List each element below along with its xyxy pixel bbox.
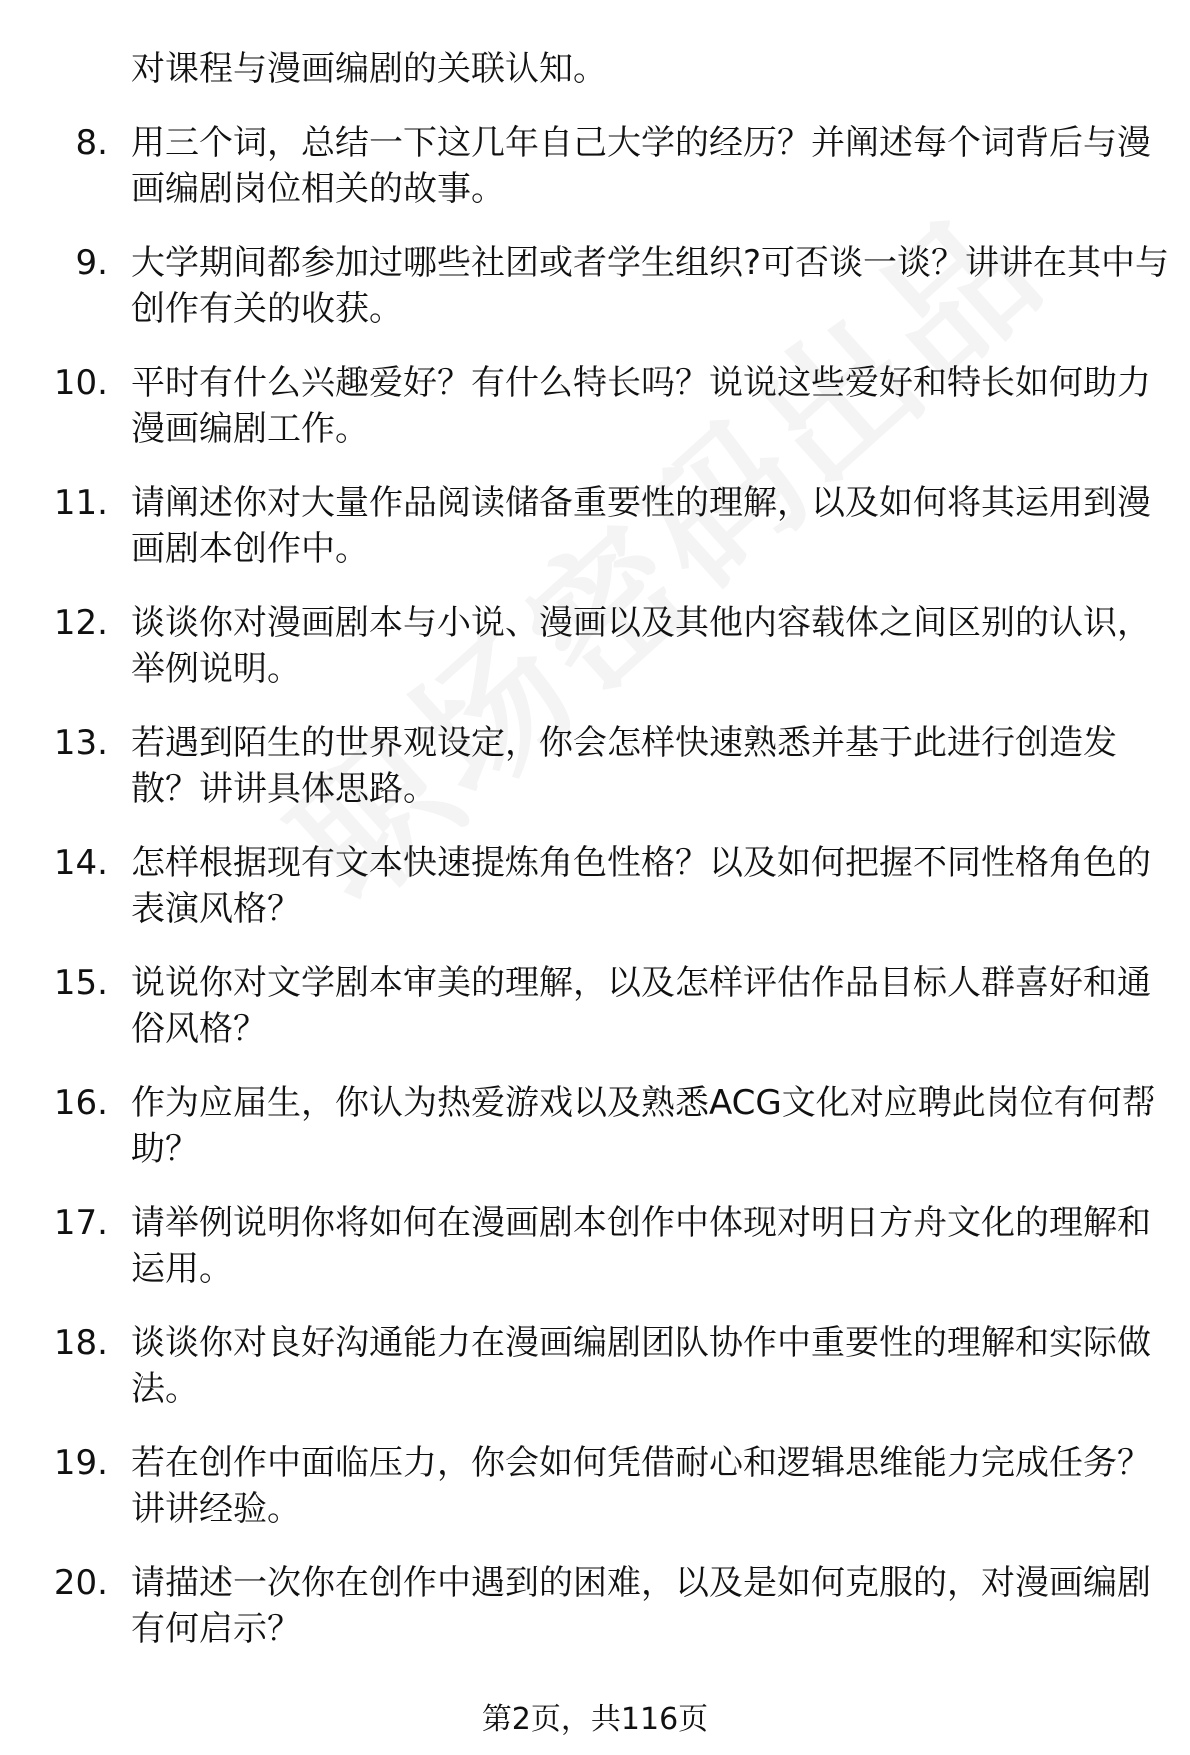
question-text: 若遇到陌生的世界观设定，你会怎样快速熟悉并基于此进行创造发散？讲讲具体思路。 <box>131 723 1117 809</box>
question-item <box>0 1200 1190 1296</box>
question-item <box>0 360 1190 456</box>
question-number: 11. <box>53 483 108 523</box>
question-number: 16. <box>53 1083 108 1123</box>
question-text: 作为应届生，你认为热爱游戏以及熟悉ACG文化对应聘此岗位有何帮助？ <box>131 1083 1156 1169</box>
continued-text: 对课程与漫画编剧的关联认知。 <box>131 49 607 89</box>
question-item <box>0 1560 1190 1656</box>
question-item <box>0 600 1190 696</box>
question-text: 请阐述你对大量作品阅读储备重要性的理解，以及如何将其运用到漫画剧本创作中。 <box>131 483 1151 569</box>
question-text: 说说你对文学剧本审美的理解，以及怎样评估作品目标人群喜好和通俗风格？ <box>131 963 1151 1049</box>
question-number: 20. <box>53 1563 108 1603</box>
question-number: 9. <box>75 243 108 283</box>
question-text: 请描述一次你在创作中遇到的困难，以及是如何克服的，对漫画编剧有何启示？ <box>131 1563 1151 1649</box>
question-text: 平时有什么兴趣爱好？有什么特长吗？说说这些爱好和特长如何助力漫画编剧工作。 <box>131 363 1151 449</box>
question-item <box>0 120 1190 216</box>
question-item <box>0 1440 1190 1536</box>
question-number: 14. <box>53 843 108 883</box>
question-number: 15. <box>53 963 108 1003</box>
question-number: 10. <box>53 363 108 403</box>
question-text: 怎样根据现有文本快速提炼角色性格？以及如何把握不同性格角色的表演风格？ <box>131 843 1151 929</box>
question-text: 请举例说明你将如何在漫画剧本创作中体现对明日方舟文化的理解和运用。 <box>131 1203 1151 1289</box>
question-item <box>0 1080 1190 1176</box>
page-footer: 第2页，共116页 <box>481 1702 709 1737</box>
question-item <box>0 1320 1190 1416</box>
question-text: 若在创作中面临压力，你会如何凭借耐心和逻辑思维能力完成任务？讲讲经验。 <box>131 1443 1151 1529</box>
question-number: 12. <box>53 603 108 643</box>
question-item <box>0 480 1190 576</box>
question-number: 17. <box>53 1203 108 1243</box>
question-item <box>0 720 1190 816</box>
question-text: 谈谈你对良好沟通能力在漫画编剧团队协作中重要性的理解和实际做法。 <box>131 1323 1151 1409</box>
question-text: 谈谈你对漫画剧本与小说、漫画以及其他内容载体之间区别的认识，举例说明。 <box>131 603 1151 689</box>
question-number: 19. <box>53 1443 108 1483</box>
question-text: 大学期间都参加过哪些社团或者学生组织?可否谈一谈？讲讲在其中与创作有关的收获。 <box>131 243 1170 329</box>
question-item <box>0 240 1190 336</box>
question-number: 8. <box>75 123 108 163</box>
question-item <box>0 960 1190 1056</box>
question-number: 18. <box>53 1323 108 1363</box>
question-item <box>0 840 1190 936</box>
question-text: 用三个词，总结一下这几年自己大学的经历？并阐述每个词背后与漫画编剧岗位相关的故事。 <box>131 123 1151 209</box>
question-number: 13. <box>53 723 108 763</box>
